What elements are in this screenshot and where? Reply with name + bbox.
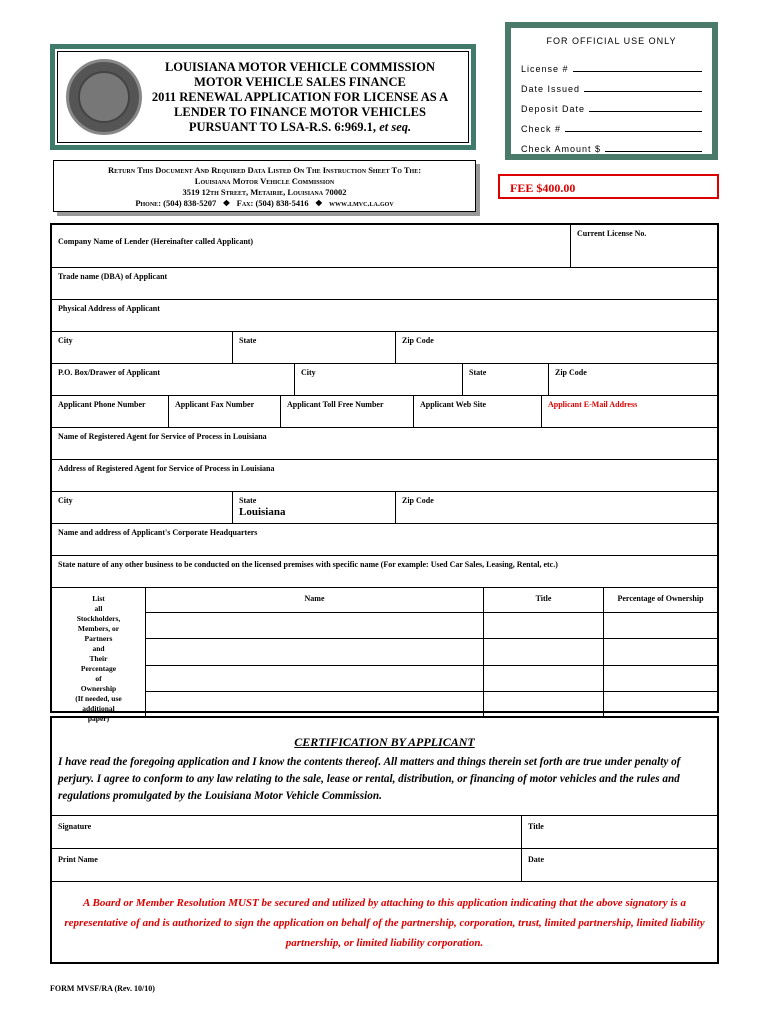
owners-label-line: Partners <box>84 634 113 643</box>
contact-line <box>54 198 475 209</box>
owner-title-cell[interactable] <box>484 666 604 692</box>
owner-pct-cell[interactable] <box>604 639 717 665</box>
fax-label: Applicant Fax Number <box>175 400 255 409</box>
row-po-box <box>52 364 717 396</box>
row-physical-address <box>52 300 717 332</box>
agent-name-label: Name of Registered Agent for Service of Process in Louisiana <box>58 432 267 441</box>
phone-label: Applicant Phone Number <box>58 400 146 409</box>
form-number: FORM MVSF/RA (Rev. 10/10) <box>50 984 155 993</box>
signer-title-label: Title <box>528 822 544 831</box>
signer-title-field[interactable] <box>522 816 717 848</box>
signature-table <box>52 815 717 882</box>
owner-name-cell[interactable] <box>146 613 484 639</box>
state-seal-icon <box>66 59 142 135</box>
web-site-field[interactable] <box>414 396 542 427</box>
owners-label-line: Their <box>89 654 108 663</box>
row-agent-city <box>52 492 717 524</box>
owner-pct-cell[interactable] <box>604 666 717 692</box>
official-date-issued-row <box>521 74 702 94</box>
certification-text: I have read the foregoing application and I know the contents thereof. All matters and things therein set forth are true under penalty of perjury. I agree to conform to any law relating to the sale, lease or rental, distribution, or financing of motor vehicles and the rules and regulations promulgated by the Louisiana Motor Vehicle Commission. <box>58 756 681 802</box>
row-agent-address <box>52 460 717 492</box>
agent-city-label: City <box>58 496 73 505</box>
zip-label: Zip Code <box>402 336 434 345</box>
toll-free-label: Applicant Toll Free Number <box>287 400 384 409</box>
date-field[interactable] <box>522 849 717 881</box>
license-no-label: Current License No. <box>577 229 647 238</box>
company-name-field[interactable] <box>52 225 571 267</box>
signature-field[interactable] <box>52 816 522 848</box>
website-link[interactable]: www.lmvc.la.gov <box>328 198 394 208</box>
official-check-amount-line[interactable] <box>605 151 702 152</box>
physical-address-field[interactable] <box>52 300 717 331</box>
official-date-issued-label: Date Issued <box>521 84 581 94</box>
title-line-4: LENDER TO FINANCE MOTOR VEHICLES <box>174 104 426 119</box>
row-company <box>52 225 717 268</box>
commission-address: 3519 12th Street, Metairie, Louisiana 70002 <box>182 187 347 197</box>
official-check-label: Check # <box>521 124 562 134</box>
resolution-notice: A Board or Member Resolution MUST be secured and utilized by attaching to this application indicating that the above signatory is a representative of and is authorized to sign the application on behalf of the partnership, corporation, trust, limited partnership, limited liability partnership, or limited liability corporation. <box>64 897 705 949</box>
form-title <box>142 60 468 135</box>
agent-address-label: Address of Registered Agent for Service of Process in Louisiana <box>58 464 275 473</box>
owner-pct-cell[interactable] <box>604 692 717 718</box>
hq-label: Name and address of Applicant's Corporate Headquarters <box>58 528 258 537</box>
email-field[interactable] <box>542 396 717 427</box>
owners-label-line: Members, or <box>77 624 120 633</box>
agent-address-field[interactable] <box>52 460 717 491</box>
certification-section <box>50 716 719 964</box>
po-box-field[interactable] <box>52 364 295 395</box>
official-deposit-date-row <box>521 94 702 114</box>
official-license-row <box>521 54 702 74</box>
return-address-box <box>53 160 476 212</box>
po-city-field[interactable] <box>295 364 463 395</box>
owners-label-line: and <box>92 644 105 653</box>
official-date-issued-line[interactable] <box>584 91 702 92</box>
official-license-line[interactable] <box>573 71 702 72</box>
official-deposit-date-label: Deposit Date <box>521 104 586 114</box>
owners-label-line: Stockholders, <box>76 614 121 623</box>
owners-table <box>146 588 717 718</box>
official-use-box <box>505 22 718 160</box>
official-license-label: License # <box>521 64 569 74</box>
owners-col-name: Name <box>146 588 484 613</box>
web-site-label: Applicant Web Site <box>420 400 487 409</box>
title-line-1: LOUISIANA MOTOR VEHICLE COMMISSION <box>164 59 436 74</box>
other-business-field[interactable] <box>52 556 717 587</box>
po-box-label: P.O. Box/Drawer of Applicant <box>58 368 161 377</box>
title-line-2: MOTOR VEHICLE SALES FINANCE <box>194 74 406 89</box>
date-label: Date <box>528 855 544 864</box>
row-hq <box>52 524 717 556</box>
email-label: Applicant E-Mail Address <box>548 400 638 409</box>
owner-pct-cell[interactable] <box>604 613 717 639</box>
toll-free-field[interactable] <box>281 396 414 427</box>
agent-zip-label: Zip Code <box>402 496 434 505</box>
zip-field[interactable] <box>396 332 717 363</box>
owner-name-cell[interactable] <box>146 639 484 665</box>
row-agent-name <box>52 428 717 460</box>
phone-text: Phone: (504) 838-5207 <box>135 198 217 208</box>
official-check-amount-row <box>521 134 702 154</box>
fax-field[interactable] <box>169 396 281 427</box>
trade-name-label: Trade name (DBA) of Applicant <box>58 272 168 281</box>
owner-name-cell[interactable] <box>146 692 484 718</box>
owners-label-line: List <box>92 594 105 603</box>
agent-state-label: State <box>239 496 257 505</box>
row-trade-name <box>52 268 717 300</box>
state-field[interactable] <box>233 332 396 363</box>
trade-name-field[interactable] <box>52 268 717 299</box>
physical-address-label: Physical Address of Applicant <box>58 304 160 313</box>
po-zip-label: Zip Code <box>555 368 587 377</box>
owner-title-cell[interactable] <box>484 639 604 665</box>
certification-title: CERTIFICATION BY APPLICANT <box>294 735 475 749</box>
agent-state-value: Louisiana <box>239 506 286 518</box>
po-zip-field[interactable] <box>549 364 717 395</box>
company-name-label: Company Name of Lender (Hereinafter called Applicant) <box>58 237 254 246</box>
title-line-5-main: PURSUANT TO LSA-R.S. 6:969.1, <box>188 119 377 134</box>
owners-col-title: Title <box>484 588 604 613</box>
owners-label-line: (If needed, use <box>75 694 122 703</box>
agent-zip-field[interactable] <box>396 492 717 523</box>
owners-label-line: Ownership <box>80 684 117 693</box>
city-field[interactable] <box>52 332 233 363</box>
application-form <box>50 223 719 723</box>
title-line-3: 2011 RENEWAL APPLICATION FOR LICENSE AS A <box>151 89 449 104</box>
agent-name-field[interactable] <box>52 428 717 459</box>
signature-label: Signature <box>58 822 92 831</box>
signature-row <box>52 816 717 849</box>
print-name-row <box>52 849 717 882</box>
agent-state-field[interactable] <box>233 492 396 523</box>
row-city-state-zip <box>52 332 717 364</box>
po-state-field[interactable] <box>463 364 549 395</box>
official-check-amount-label: Check Amount $ <box>521 144 602 154</box>
owner-title-cell[interactable] <box>484 613 604 639</box>
print-name-field[interactable] <box>52 849 522 881</box>
commission-name: Louisiana Motor Vehicle Commission <box>194 176 335 186</box>
return-instruction: Return This Document And Required Data Listed On The Instruction Sheet To The: <box>107 165 422 175</box>
print-name-label: Print Name <box>58 855 98 864</box>
owners-label-line: Percentage <box>80 664 117 673</box>
other-business-label: State nature of any other business to be conducted on the licensed premises with specific name (For example: Used Car Sales, Leasing, Rental, etc.) <box>58 560 558 569</box>
title-line-5-italic: et seq. <box>379 119 412 134</box>
title-line-5 <box>142 120 458 135</box>
owners-section <box>52 588 717 723</box>
row-other-business <box>52 556 717 588</box>
official-check-row <box>521 114 702 134</box>
license-no-field[interactable] <box>571 225 717 267</box>
owners-label-line: of <box>95 674 102 683</box>
hq-field[interactable] <box>52 524 717 555</box>
agent-city-field[interactable] <box>52 492 233 523</box>
separator-icon: ❖ <box>314 198 323 208</box>
row-contact <box>52 396 717 428</box>
city-label: City <box>58 336 73 345</box>
official-use-title: FOR OFFICIAL USE ONLY <box>546 36 677 46</box>
owner-name-cell[interactable] <box>146 666 484 692</box>
official-deposit-date-line[interactable] <box>589 111 702 112</box>
po-state-label: State <box>469 368 487 377</box>
phone-field[interactable] <box>52 396 169 427</box>
official-check-line[interactable] <box>565 131 702 132</box>
fee-box: FEE $400.00 <box>498 174 719 199</box>
owners-label-line: paper) <box>87 714 110 723</box>
separator-icon: ❖ <box>222 198 231 208</box>
owner-title-cell[interactable] <box>484 692 604 718</box>
fax-text: Fax: (504) 838-5416 <box>236 198 309 208</box>
owners-label-line: all <box>94 604 103 613</box>
state-label: State <box>239 336 257 345</box>
owners-label-line: additional <box>82 704 115 713</box>
owners-col-percentage: Percentage of Ownership <box>604 588 717 613</box>
owners-label <box>52 588 146 723</box>
title-box <box>50 44 476 150</box>
po-city-label: City <box>301 368 316 377</box>
